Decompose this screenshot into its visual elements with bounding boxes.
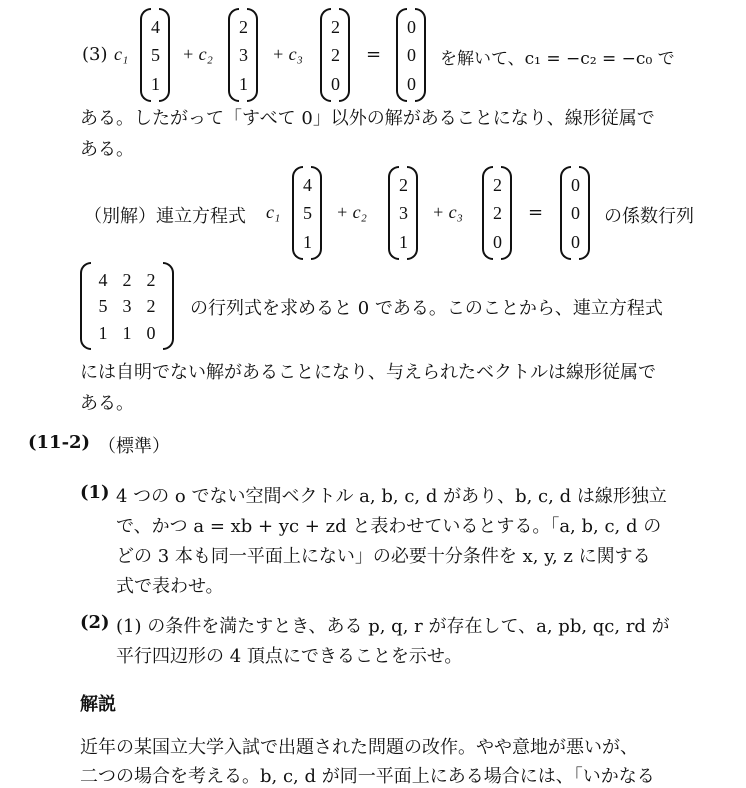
coef-c2: + c₂ [336,202,367,222]
question-line: (1) の条件を満たすとき、ある p, q, r が存在して、a, pb, qc, rd が [116,616,670,637]
vector-cell: 0 [331,73,340,94]
paragraph-line: の行列式を求めると 0 である。このことから、連立方程式 [190,298,663,319]
coef-c2: + c₂ [182,44,213,64]
vector-cell: 4 [303,175,312,196]
coef-c1: c₁ [266,202,281,222]
difficulty-label: （標準） [98,436,170,457]
matrix-cell: 2 [122,270,132,291]
coef-c3: + c₃ [272,44,303,64]
coefficient-matrix-text: の係数行列 [604,206,694,227]
zero-vector [396,8,426,102]
question-number: (1) [80,482,110,503]
vector-cell: 4 [151,17,160,38]
paragraph-line: には自明でない解があることになり、与えられたベクトルは線形従属で [80,362,656,383]
vector-cell: 2 [331,45,340,66]
vector-cell: 2 [331,17,340,38]
vector-1 [292,166,322,260]
vector-cell: 5 [303,203,312,224]
vector-cell: 1 [303,231,312,252]
question-line: 平行四辺形の 4 頂点にできることを示せ。 [116,646,463,667]
vector-cell: 2 [493,203,502,224]
vector-cell: 0 [571,231,580,252]
matrix-cell: 1 [122,322,132,343]
vector-cell: 2 [239,17,248,38]
paragraph-line: 近年の某国立大学入試で出題された問題の改作。やや意地が悪いが、 [80,737,638,758]
matrix-cell: 4 [98,270,108,291]
vector-cell: 0 [407,73,416,94]
vector-cell: 0 [571,175,580,196]
question-line: どの 3 本も同一平面上にない」の必要十分条件を x, y, z に関する [116,546,651,567]
vector-3 [320,8,350,102]
vector-3 [482,166,512,260]
vector-cell: 0 [571,203,580,224]
paragraph-line: ある。 [80,393,134,414]
matrix-cell: 1 [98,322,108,343]
vector-cell: 2 [493,175,502,196]
coef-c1: c₁ [114,44,129,64]
zero-vector [560,166,590,260]
vector-cell: 3 [239,45,248,66]
vector-cell: 3 [399,203,408,224]
vector-cell: 1 [151,73,160,94]
vector-cell: 0 [407,45,416,66]
subproblem-number: (3) [82,44,108,65]
question-line: で、かつ a = xb + yc + zd と表わせているとする。「a, b, c, d の [116,516,662,537]
vector-2 [228,8,258,102]
vector-1 [140,8,170,102]
equals-sign: = [528,202,544,223]
problem-number: (11-2) [28,432,91,453]
vector-cell: 5 [151,45,160,66]
solution-text: を解いて、c₁ = −c₂ = −c₀ で [440,49,675,69]
vector-cell: 0 [407,17,416,38]
matrix-cell: 2 [146,270,156,291]
paragraph-line: ある。したがって「すべて 0」以外の解があることになり、線形従属で [80,108,655,129]
explanation-heading: 解説 [80,694,116,715]
coef-c3: + c₃ [432,202,463,222]
matrix-cell: 5 [98,296,108,317]
alt-solution-label: （別解）連立方程式 [84,206,246,227]
equals-sign: = [366,44,382,65]
vector-cell: 1 [239,73,248,94]
matrix-cell: 0 [146,322,156,343]
question-line: 式で表わせ。 [116,576,224,597]
matrix-cell: 2 [146,296,156,317]
paragraph-line: ある。 [80,139,134,160]
coefficient-matrix [80,262,174,350]
vector-cell: 0 [493,231,502,252]
vector-cell: 1 [399,231,408,252]
vector-cell: 2 [399,175,408,196]
question-number: (2) [80,612,110,633]
matrix-cell: 3 [122,296,132,317]
paragraph-line: 二つの場合を考える。b, c, d が同一平面上にある場合には、「いかなる [80,766,655,787]
vector-2 [388,166,418,260]
question-line: 4 つの o でない空間ベクトル a, b, c, d があり、b, c, d は線形独立 [116,486,667,507]
